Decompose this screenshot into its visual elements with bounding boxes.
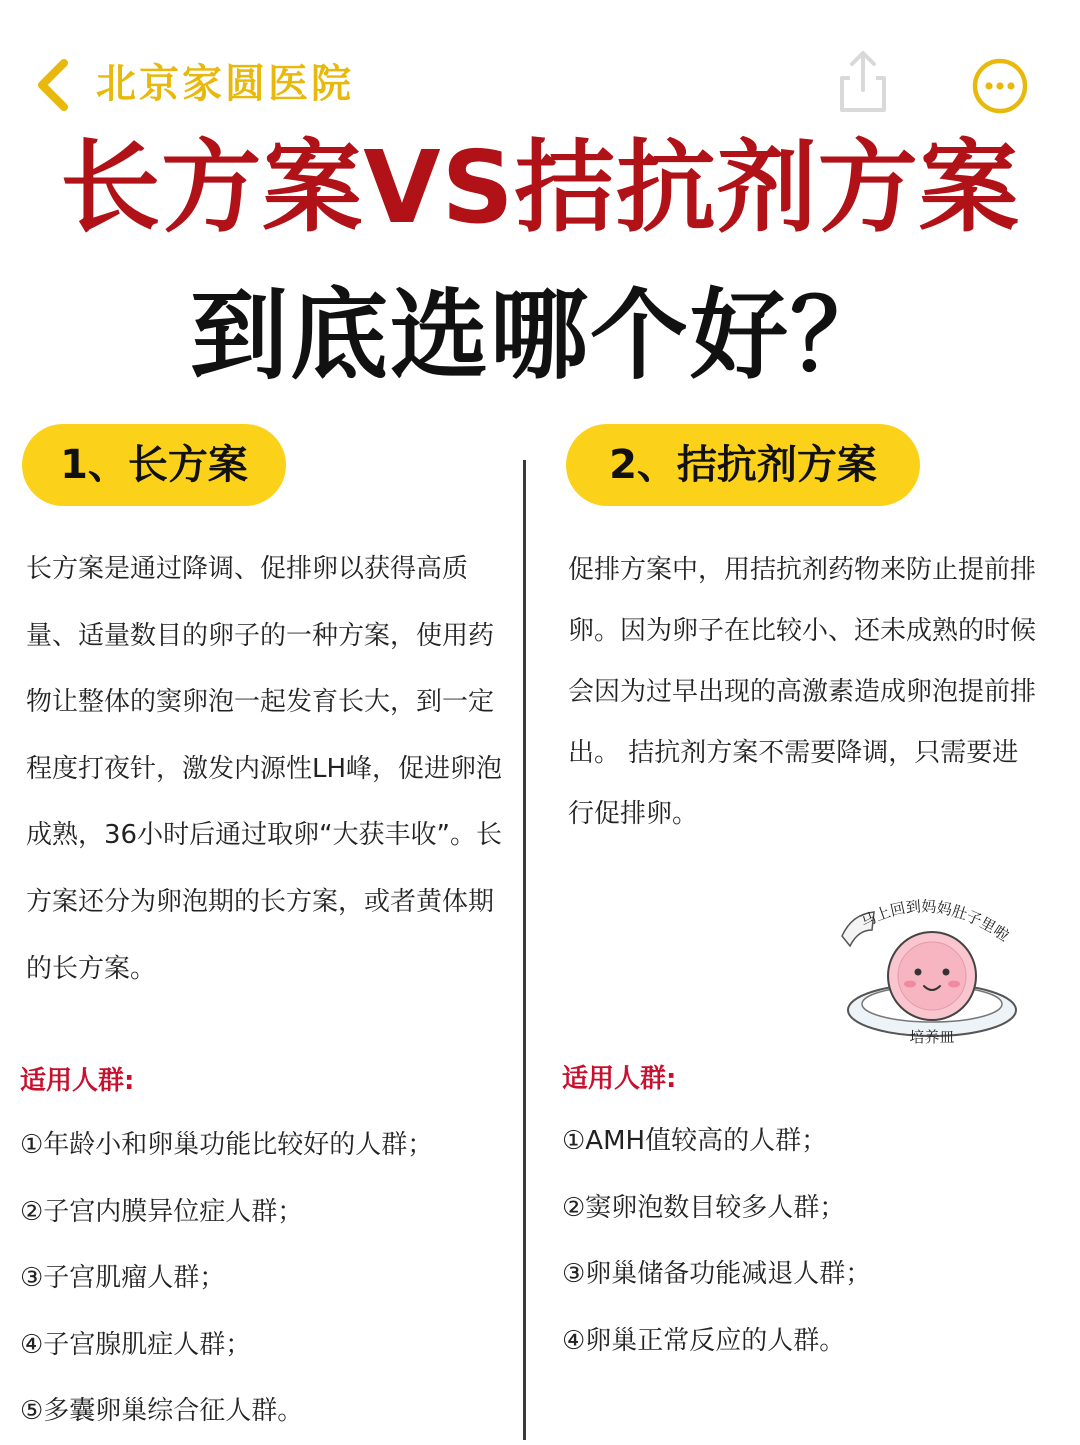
- more-options-icon[interactable]: [970, 56, 1030, 116]
- egg-cell-petri-dish-icon: [828, 892, 1048, 1050]
- list-item: ①AMH值较高的人群；: [562, 1126, 828, 1156]
- column-divider: [523, 460, 526, 1440]
- left-suitable-group-label: 适用人群:: [20, 1066, 135, 1096]
- list-item: ④卵巢正常反应的人群。: [562, 1325, 846, 1356]
- list-item: ③卵巢储备功能减退人群；: [562, 1259, 872, 1290]
- list-item: ③子宫肌瘤人群；: [20, 1263, 226, 1294]
- right-suitable-group-label: 适用人群:: [562, 1064, 677, 1094]
- sub-title: 到底选哪个好？: [189, 279, 890, 393]
- list-item: ①年龄小和卵巢功能比较好的人群；: [20, 1130, 434, 1160]
- list-item: ②窦卵泡数目较多人群；: [562, 1192, 846, 1223]
- antagonist-protocol-suitable-list: [562, 1108, 871, 1374]
- hospital-name[interactable]: 北京家圆医院: [96, 61, 354, 107]
- svg-text:马上回到妈妈肚子里啦: 马上回到妈妈肚子里啦: [857, 897, 1013, 945]
- list-item: ④子宫腺肌症人群；: [20, 1329, 252, 1360]
- petri-dish-label: 培养皿: [909, 1028, 955, 1046]
- list-item: ②子宫内膜异位症人群；: [20, 1196, 304, 1227]
- antagonist-protocol-description: 促排方案中，用拮抗剂药物来防止提前排卵。因为卵子在比较小、还未成熟的时候会因为过早出现的高激素造成卵泡提前排出。 拮抗剂方案不需要降调，只需要进行促排卵。: [568, 555, 1037, 829]
- long-protocol-description: 长方案是通过降调、促排卵以获得高质量、适量数目的卵子的一种方案，使用药物让整体的窦卵泡一起发育长大，到一定程度打夜针，激发内源性LH峰，促进卵泡成熟，36小时后通过取卵“大获丰收”。长方案还分为卵泡期的长方案，或者黄体期的长方案。: [26, 554, 503, 984]
- antagonist-protocol-heading: 2、拮抗剂方案: [566, 424, 920, 506]
- long-protocol-heading: 1、长方案: [22, 424, 286, 506]
- main-title: 长方案VS拮抗剂方案: [60, 129, 1020, 246]
- chevron-left-icon[interactable]: [30, 55, 80, 115]
- share-icon[interactable]: [830, 48, 896, 116]
- long-protocol-suitable-list: [20, 1112, 433, 1445]
- list-item: ⑤多囊卵巢综合征人群。: [20, 1396, 304, 1427]
